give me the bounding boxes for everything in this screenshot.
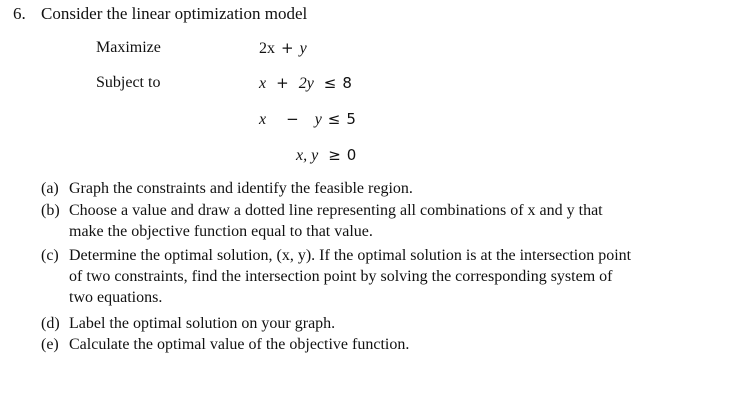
objective-term-b: y <box>299 40 307 57</box>
part-c-line-1: Determine the optimal solution, (x, y). If the optimal solution is at the intersection point <box>69 247 632 264</box>
constraint-1-left: x <box>259 75 267 92</box>
part-e <box>41 334 701 355</box>
part-a-line-1: Graph the constraints and identify the feasible region. <box>69 180 413 197</box>
constraint-3-rhs: 0 <box>346 146 357 164</box>
part-e-marker: (e) <box>41 336 59 353</box>
constraint-2-left: x <box>259 111 267 128</box>
constraint-2-rhs: 5 <box>346 110 356 128</box>
constraint-3 <box>296 146 356 165</box>
part-d-marker: (d) <box>41 315 60 332</box>
part-c-marker: (c) <box>41 247 59 264</box>
part-c-line-3: two equations. <box>69 289 163 306</box>
constraint-3-rel: ≥ <box>328 146 341 164</box>
part-b-text <box>69 200 701 242</box>
constraint-1-rel: ≤ <box>323 74 337 92</box>
constraint-1-rhs: 8 <box>342 74 352 92</box>
objective-plus: + <box>281 39 294 57</box>
constraint-2-op: − <box>286 110 299 128</box>
part-a-text <box>69 178 701 199</box>
constraint-2 <box>259 110 356 129</box>
part-b <box>41 200 701 242</box>
part-b-line-1: Choose a value and draw a dotted line representing all combinations of x and y that <box>69 202 603 219</box>
part-d-text <box>69 313 701 334</box>
part-d <box>41 313 701 334</box>
part-b-line-2: make the objective function equal to that value. <box>69 223 373 240</box>
part-d-line-1: Label the optimal solution on your graph. <box>69 315 336 332</box>
part-c-line-2: of two constraints, find the intersection point by solving the corresponding system of <box>69 268 613 285</box>
part-e-line-1: Calculate the optimal value of the objective function. <box>69 336 410 353</box>
constraint-2-right: y <box>314 111 322 128</box>
part-a <box>41 178 701 199</box>
part-a-marker: (a) <box>41 180 59 197</box>
constraint-1 <box>259 74 352 93</box>
constraint-3-left: x, y <box>296 147 319 164</box>
question-number: 6. <box>13 4 26 23</box>
maximize-label: Maximize <box>96 39 161 56</box>
objective-term-a: 2x <box>259 40 275 57</box>
part-c <box>41 245 701 308</box>
objective-function <box>259 39 307 58</box>
question-prompt: Consider the linear optimization model <box>41 4 308 23</box>
constraint-2-rel: ≤ <box>327 110 341 128</box>
part-e-text <box>69 334 701 355</box>
subject-to-label: Subject to <box>96 74 161 91</box>
part-c-text <box>69 245 701 308</box>
constraint-1-right: 2y <box>298 75 314 92</box>
part-b-marker: (b) <box>41 202 60 219</box>
constraint-1-op: + <box>276 74 289 92</box>
